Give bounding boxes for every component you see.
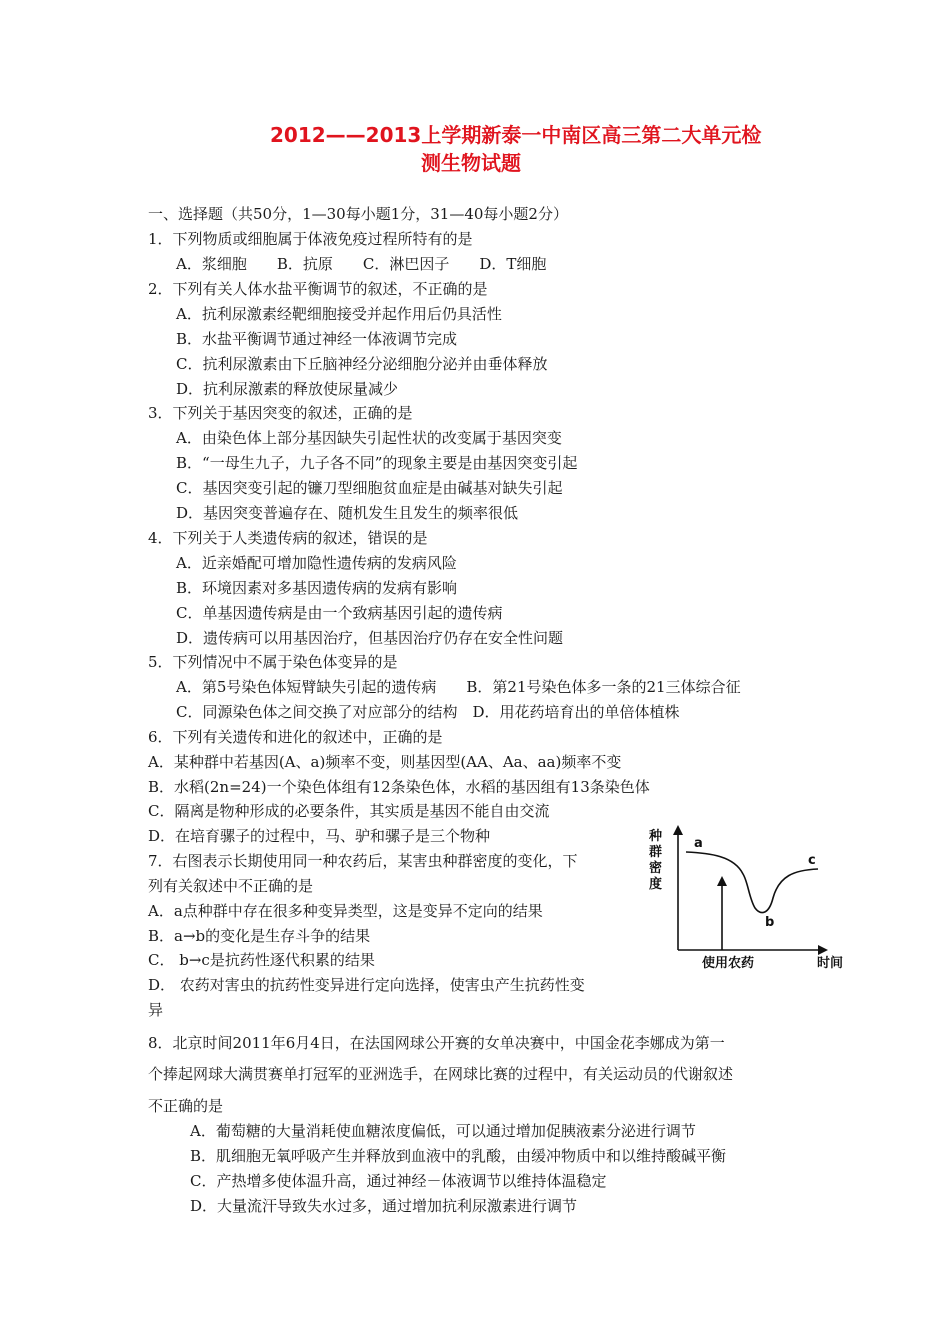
q4-option-a: A．近亲婚配可增加隐性遗传病的发病风险 [176,554,457,572]
pesticide-arrow-head [717,876,727,886]
q2-option-c: C．抗利尿激素由下丘脑神经分泌细胞分泌并由垂体释放 [176,355,548,373]
q7-option-a: A．a点种群中存在很多种变异类型，这是变异不定向的结果 [148,902,543,920]
q3-option-b: B．“一母生九子，九子各不同”的现象主要是由基因突变引起 [176,454,578,472]
q3-option-d: D．基因突变普遍存在、随机发生且发生的频率很低 [176,504,519,522]
q4-option-d: D．遗传病可以用基因治疗，但基因治疗仍存在安全性问题 [176,629,564,647]
q4-stem: 4．下列关于人类遗传病的叙述，错误的是 [148,529,428,547]
q3-option-c: C．基因突变引起的镰刀型细胞贫血症是由碱基对缺失引起 [176,479,563,497]
y-label-char-1: 种 [649,829,663,844]
pesticide-label: 使用农药 [702,956,755,971]
q3-option-a: A．由染色体上部分基因缺失引起性状的改变属于基因突变 [176,429,562,447]
density-curve [686,852,818,913]
point-b-label: b [765,915,775,930]
q3-stem: 3．下列关于基因突变的叙述，正确的是 [148,404,413,422]
q6-option-c: C．隔离是物种形成的必要条件，其实质是基因不能自由交流 [148,802,550,820]
y-axis-arrowhead [673,825,683,835]
section-heading: 一、选择题（共50分，1—30每小题1分，31—40每小题2分） [148,205,568,223]
population-density-figure [640,822,850,972]
x-axis-arrowhead [818,945,828,955]
q5-stem: 5．下列情况中不属于染色体变异的是 [148,653,398,671]
y-axis-label [648,828,663,892]
q8-stem-line-2: 个捧起网球大满贯赛单打冠军的亚洲选手，在网球比赛的过程中，有关运动员的代谢叙述 [148,1065,734,1083]
q7-option-d-line-2: 异 [148,1001,164,1019]
q6-option-d: D．在培育骡子的过程中，马、驴和骡子是三个物种 [148,827,491,845]
q1-options: A．浆细胞 B．抗原 C．淋巴因子 D．T细胞 [176,255,547,273]
q7-option-c: C． b→c是抗药性逐代积累的结果 [148,951,375,969]
y-label-char-3: 密 [649,861,663,876]
q4-option-c: C．单基因遗传病是由一个致病基因引起的遗传病 [176,604,503,622]
q8-option-b: B．肌细胞无氧呼吸产生并释放到血液中的乳酸，由缓冲物质中和以维持酸碱平衡 [190,1147,727,1165]
x-axis-label: 时间 [817,956,844,971]
q7-option-b: B．a→b的变化是生存斗争的结果 [148,927,371,945]
q6-option-b: B．水稻(2n=24)一个染色体组有12条染色体，水稻的基因组有13条染色体 [148,778,650,796]
q7-stem-line-1: 7．右图表示长期使用同一种农药后，某害虫种群密度的变化，下 [148,852,578,870]
y-label-char-4: 度 [649,877,663,892]
q8-option-d: D．大量流汗导致失水过多，通过增加抗利尿激素进行调节 [190,1197,578,1215]
title-line-1: 2012——2013上学期新泰一中南区高三第二大单元检 [270,123,762,147]
q6-stem: 6．下列有关遗传和进化的叙述中，正确的是 [148,728,443,746]
q5-options-cd: C．同源染色体之间交换了对应部分的结构 D．用花药培育出的单倍体植株 [176,703,680,721]
q2-option-a: A．抗利尿激素经靶细胞接受并起作用后仍具活性 [176,305,502,323]
q5-options-ab: A．第5号染色体短臂缺失引起的遗传病 B．第21号染色体多一条的21三体综合征 [176,678,741,696]
q7-option-d-line-1: D． 农药对害虫的抗药性变异进行定向选择，使害虫产生抗药性变 [148,976,585,994]
q8-stem-line-3: 不正确的是 [148,1097,224,1115]
point-a-label: a [694,836,703,851]
q8-stem-line-1: 8．北京时间2011年6月4日，在法国网球公开赛的女单决赛中，中国金花李娜成为第一 [148,1034,725,1052]
q2-option-d: D．抗利尿激素的释放使尿量减少 [176,380,399,398]
y-label-char-2: 群 [649,845,663,860]
q1-stem: 1．下列物质或细胞属于体液免疫过程所特有的是 [148,230,473,248]
q2-option-b: B．水盐平衡调节通过神经一体液调节完成 [176,330,458,348]
title-line-2: 测生物试题 [421,151,521,175]
q8-option-a: A．葡萄糖的大量消耗使血糖浓度偏低，可以通过增加促胰液素分泌进行调节 [190,1122,696,1140]
q7-stem-line-2: 列有关叙述中不正确的是 [148,877,314,895]
q6-option-a: A．某种群中若基因(A、a)频率不变，则基因型(AA、Aa、aa)频率不变 [148,753,622,771]
point-c-label: c [808,853,816,868]
q2-stem: 2．下列有关人体水盐平衡调节的叙述，不正确的是 [148,280,488,298]
q8-option-c: C．产热增多使体温升高，通过神经－体液调节以维持体温稳定 [190,1172,607,1190]
q4-option-b: B．环境因素对多基因遗传病的发病有影响 [176,579,458,597]
